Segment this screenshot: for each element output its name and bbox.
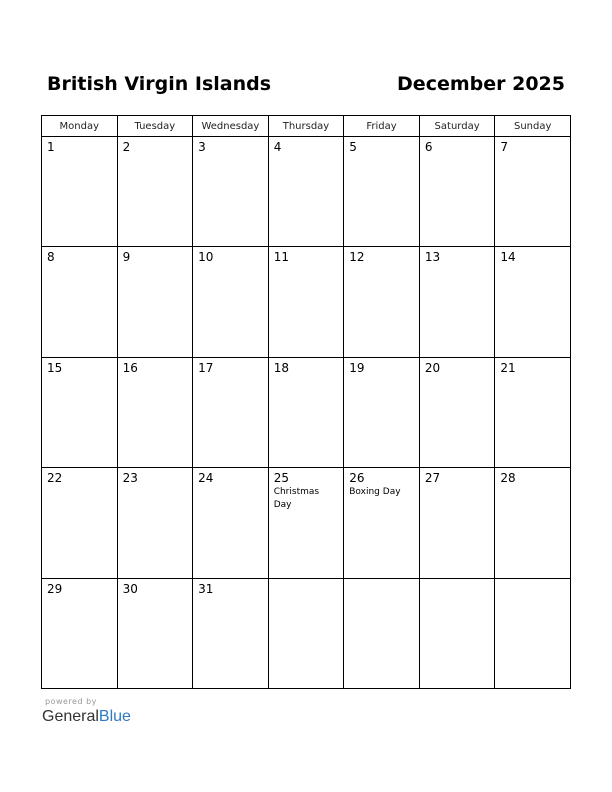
week-row	[42, 468, 571, 578]
day-cell	[344, 357, 420, 467]
brand-blue-text: Blue	[98, 708, 131, 725]
day-cell	[117, 357, 193, 467]
day-cell	[419, 468, 495, 578]
day-cell	[193, 578, 269, 688]
day-cell	[495, 247, 571, 357]
day-number: 26	[349, 471, 365, 486]
day-number: 16	[122, 360, 138, 375]
day-cell	[495, 137, 571, 247]
day-number: 12	[349, 250, 365, 265]
day-cell	[344, 578, 420, 688]
day-cell	[268, 137, 344, 247]
day-cell	[117, 468, 193, 578]
day-number: 9	[122, 250, 131, 265]
weekday-header-row	[42, 116, 571, 137]
day-cell	[495, 468, 571, 578]
day-number: 28	[500, 471, 516, 486]
week-row	[42, 357, 571, 467]
holiday-label: Boxing Day	[349, 487, 401, 498]
day-cell	[344, 468, 420, 578]
day-number: 23	[122, 471, 138, 486]
week-row	[42, 137, 571, 247]
day-cell	[117, 247, 193, 357]
day-cell	[268, 468, 344, 578]
day-number: 25	[273, 471, 289, 486]
day-number: 2	[122, 140, 131, 154]
day-number: 17	[198, 360, 214, 375]
day-cell	[193, 247, 269, 357]
day-number: 1	[47, 140, 55, 154]
day-number: 3	[198, 140, 206, 154]
week-row	[42, 247, 571, 357]
day-cell	[268, 247, 344, 357]
day-cell	[419, 137, 495, 247]
day-cell	[419, 357, 495, 467]
day-cell	[268, 357, 344, 467]
day-cell	[344, 137, 420, 247]
day-cell	[42, 468, 118, 578]
day-cell	[117, 578, 193, 688]
day-cell	[344, 247, 420, 357]
month-year-title: December 2025	[397, 73, 565, 95]
day-number: 24	[198, 471, 214, 486]
day-number: 5	[349, 140, 357, 154]
calendar-grid	[41, 115, 571, 689]
weekday-monday: Monday	[42, 116, 118, 137]
holiday-label: Christmas Day	[273, 487, 320, 511]
footer-branding	[42, 696, 131, 727]
day-number: 10	[198, 250, 214, 265]
day-cell	[495, 578, 571, 688]
day-cell	[419, 578, 495, 688]
day-number: 30	[122, 581, 138, 596]
day-number: 31	[198, 581, 214, 596]
generalblue-logo	[42, 707, 131, 727]
weekday-wednesday: Wednesday	[193, 116, 269, 137]
day-number: 27	[424, 471, 441, 486]
day-number: 22	[47, 471, 63, 486]
day-cell	[42, 357, 118, 467]
brand-general-text: General	[42, 708, 99, 725]
day-number: 21	[500, 360, 516, 375]
day-cell	[193, 468, 269, 578]
powered-by-text: powered by	[45, 697, 97, 706]
day-cell	[117, 137, 193, 247]
calendar-body	[42, 137, 571, 689]
day-number: 19	[349, 360, 365, 375]
country-title: British Virgin Islands	[47, 73, 272, 95]
weekday-sunday: Sunday	[495, 116, 571, 137]
day-number: 7	[500, 140, 509, 154]
day-number: 6	[424, 140, 433, 154]
day-cell	[42, 578, 118, 688]
day-number: 11	[273, 250, 289, 265]
day-cell	[419, 247, 495, 357]
weekday-friday: Friday	[344, 116, 420, 137]
day-number: 15	[47, 360, 63, 375]
day-cell	[193, 137, 269, 247]
weekday-thursday: Thursday	[268, 116, 344, 137]
day-cell	[42, 137, 118, 247]
day-cell	[495, 357, 571, 467]
day-number: 13	[424, 250, 441, 265]
day-number: 8	[47, 250, 55, 265]
day-number: 14	[500, 250, 516, 265]
day-number: 4	[273, 140, 282, 154]
weekday-saturday: Saturday	[419, 116, 495, 137]
weekday-tuesday: Tuesday	[117, 116, 193, 137]
day-cell	[193, 357, 269, 467]
day-cell	[42, 247, 118, 357]
day-number: 20	[424, 360, 441, 375]
day-number: 18	[273, 360, 289, 375]
week-row	[42, 578, 571, 688]
day-cell	[268, 578, 344, 688]
day-number: 29	[47, 581, 63, 596]
